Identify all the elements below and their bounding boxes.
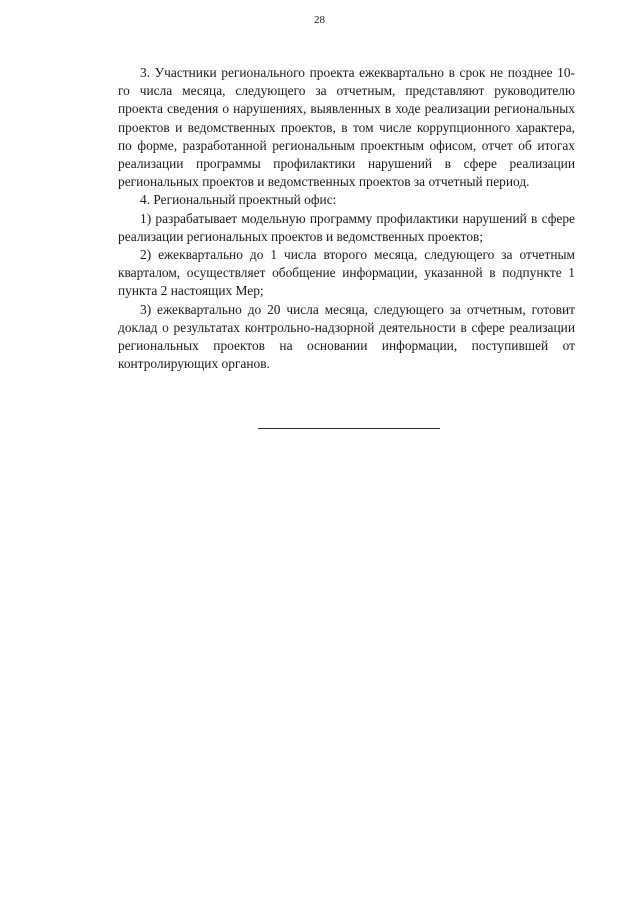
closing-separator-line [258, 428, 440, 429]
paragraph-item-3: 3. Участники регионального проекта ежеквартально в срок не позднее 10-го числа месяца, следующего за отчетным, представляют руководителю проекта сведения о нарушениях, выявленных в ходе реализации региональных проектов и ведомственных проектов, в том числе коррупционного характера, по форме, разработанной региональным проектным офисом, отчет об итогах реализации программы профилактики нарушений в сфере реализации региональных проектов и ведомственных проектов за отчетный период. [118, 65, 575, 190]
document-body [118, 64, 575, 373]
subparagraph-1: 1) разрабатывает модельную программу профилактики нарушений в сфере реализации региональных проектов и ведомственных проектов; [118, 210, 575, 244]
paragraph-item-4: 4. Региональный проектный офис: [140, 192, 337, 208]
page-number: 28 [314, 14, 325, 26]
subparagraph-3: 3) ежеквартально до 20 числа месяца, следующего за отчетным, готовит доклад о результатах контрольно-надзорной деятельности в сфере реализации региональных проектов на основании информации, поступившей от контролирующих органов. [118, 301, 575, 372]
subparagraph-2: 2) ежеквартально до 1 числа второго месяца, следующего за отчетным кварталом, осуществляет обобщение информации, указанной в подпункте 1 пункта 2 настоящих Мер; [118, 247, 575, 299]
